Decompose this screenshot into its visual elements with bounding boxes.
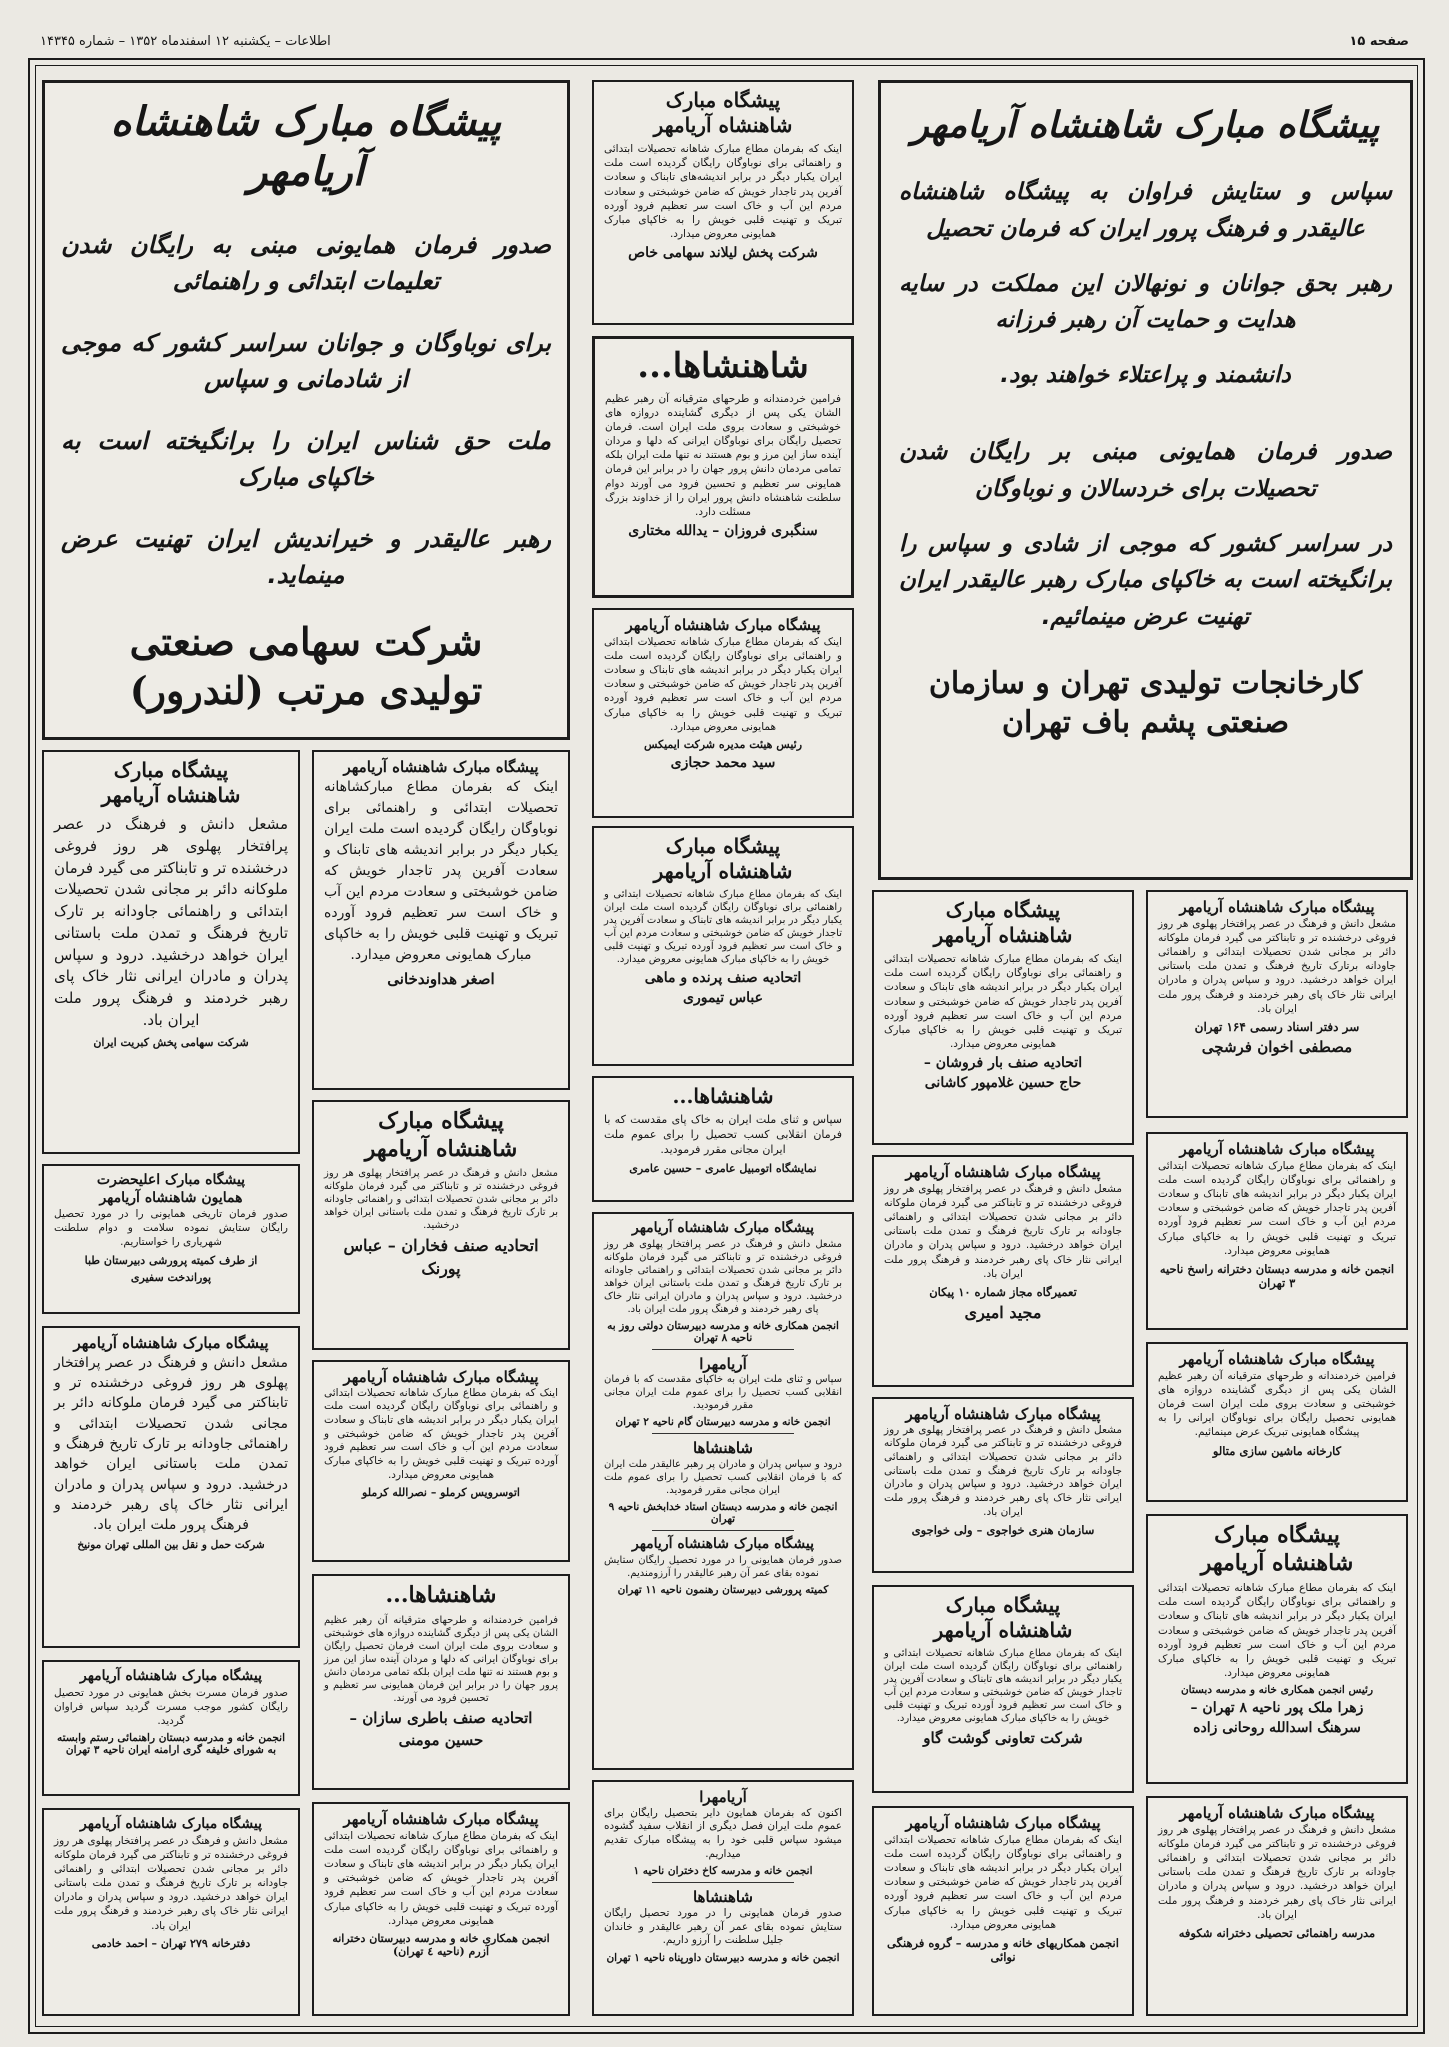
divider (652, 1433, 795, 1434)
ad-body: اینک که بفرمان مطاع مبارک شاهانه تحصیلات ابتدائی و راهنمائی برای نوباوگان رایگان گردیده است ملت ایران یکبار دیگر در برابر اندیشه های تابناک و سعادت آفرین پدر تاجدار خویش که ضامن خوشبختی و سعادت مردم این آب و خاک است سر تعظیم فرود آورده تبریک و تهنیت قلبی خویش را به خاکپای مبارک همایونی معروض میدارد. (324, 1386, 558, 1481)
ad-signature: انجمن همکاریهای خانه و مدرسه – گروه فرهنگی نوائی (887, 1935, 1119, 1964)
ad-signature: شرکت پخش لیلاند سهامی خاص (628, 245, 818, 262)
ad-signature: مجید امیری (964, 1302, 1042, 1322)
ad-title: شاهنشاه آریامهر (933, 923, 1073, 947)
ad-title: پیشگاه مبارک شاهنشاه آریامهر (631, 1536, 815, 1552)
ad-title: پیشگاه مبارک شاهنشاه آریامهر (1179, 1140, 1375, 1158)
ad-body: اینک که بفرمان مطاع مبارک شاهانه تحصیلات ابتدائی و راهنمائی برای نوباوگان رایگان گردیده است ملت ایران یکبار دیگر در برابر اندیشه های تابناک و سعادت آفرین پدر تاجدار خویش که ضامن خوشبختی و سعادت مردم این آب و خاک است سر تعظیم فرود آورده تبریک و تهنیت قلبی خویش را به خاکپای مبارک همایونی معروض میدارد. (604, 889, 842, 965)
ad-shokufeh (1146, 1796, 1408, 2016)
ad-title: شاهنشاها... (672, 1084, 774, 1108)
ad-title: پیشگاه مبارک شاهنشاه آریامهر (1179, 898, 1375, 916)
ad-ariamehr-multi (592, 1212, 854, 1770)
ad-navai (872, 1806, 1134, 2016)
ad-body: سپاس و ثنای ملت ایران به خاک پای مقدست که با فرمان انقلابی کسب تحصیل را برای عموم ملت ایران مجانی مقرر فرمودید. (604, 1113, 842, 1156)
ad-title: پیشگاه مبارک شاهنشاه آریامهر (905, 1163, 1101, 1181)
ad-khademi (42, 1808, 300, 2016)
ad-body: اینک که بفرمان مطاع مبارک شاهانه تحصیلات ابتدائی و راهنمائی برای نوباوگان رایگان گردیده است ملت ایران یکبار دیگر در برابر اندیشه های تابناک و سعادت آفرین پدر تاجدار خویش که ضامن خوشبختی و سعادت مردم این آب و خاک است سر تعظیم فرود آورده تبریک و تهنیت قلبی خویش را به خاکپای مبارک همایونی معروض میدارد. (884, 953, 1122, 1051)
ad-body: مشعل دانش و فرهنگ در عصر پرافتخار پهلوی هر روز فروغی درخشنده تر و تابناکتر می گیرد فرمان ملوکانه دائر بر مجانی شدن تحصیلات ابتدائی و راهنمائی جاودانه بر تارک تاریخ فرهنگ و تمدن ملت باستانی ایران خواهد درخشید. درود و سپاس پدران و مادران ایرانی نثار خاک پای رهبر خردمند و فرهنگ پرور ملت ایران باد. (884, 1423, 1122, 1518)
ad-line: سپاس و ستایش فراوان به پیشگاه شاهنشاه عالیقدر و فرهنگ پرور ایران که فرمان تحصیل (899, 179, 1392, 242)
ad-signature: انجمن خانه و مدرسه دبیرستان داورپناه ناحیه ۱ تهران (606, 1951, 840, 1964)
ad-signature: انجمن خانه و مدرسه دبستان راهنمائی رستم وابسته به شورای خلیفه گری ارامنه ایران ناحیه ۳ تهران (57, 1732, 285, 1757)
ad-mix-kakh (592, 1780, 854, 2016)
ad-title: پیشگاه مبارک (945, 1593, 1061, 1617)
ad-title: پیشگاه مبارک شاهنشاه آریامهر (905, 1814, 1101, 1832)
ad-signature: انجمن خانه و مدرسه دبستان دخترانه راسخ ناحیه ۳ تهران (1159, 1261, 1395, 1290)
ad-rahnamai (42, 1660, 300, 1796)
ad-body: مشعل دانش و فرهنگ در عصر پرافتخار پهلوی هر روز فروغی درخشنده تر و تابناکتر می گیرد فرمان ملوکانه دائر بر مجانی شدن تحصیلات ابتدائی و راهنمائی جاودانه بر تارک تاریخ فرهنگ و تمدن ملت باستانی ایران خواهد درخشید. درود و سپاس پدران و مادران ایرانی نثار خاک پای رهبر خردمند و فرهنگ پرور ملت ایران باد. (604, 1238, 842, 1315)
ad-signature: اتحادیه صنف باطری سازان – (349, 1708, 533, 1727)
ad-signature: انجمن خانه و مدرسه کاخ دختران ناحیه ۱ (633, 1865, 813, 1878)
ad-signature: مصطفی اخوان فرشچی (1201, 1037, 1353, 1056)
ad-signature: رئیس هیئت مدیره شرکت ایمیکس (643, 737, 803, 751)
ad-body: اینک که بفرمان مطاع مبارک شاهانه تحصیلات ابتدائی و راهنمائی برای نوباوگان رایگان گردیده است ملت ایران یکبار دیگر در برابر اندیشه های تابناک و سعادت آفرین پدر تاجدار خویش که ضامن خوشبختی و سعادت مردم این آب و خاک است سر تعظیم فرود آورده تبریک و تهنیت قلبی خویش را به خاکپای مبارک همایونی معروض میدارد. (1158, 1582, 1396, 1680)
ad-body: سپاس و ثنای ملت ایران به خاکپای مقدست که با فرمان انقلابی کسب تحصیل را برای عموم ملت ایران مجانی مقرر فرمودید. (604, 1374, 842, 1412)
ad-body: اینک که بفرمان مطاع مبارک شاهانه تحصیلات ابتدائی و راهنمائی برای نوباوگان رایگان گردیده است ملت ایران یکبار دیگر در برابر اندیشه های تابناک و سعادت آفرین پدر تاجدار خویش که ضامن خوشبختی و سعادت مردم این آب و خاک است سر تعظیم فرود آورده تبریک و تهنیت قلبی خویش را به خاکپای مبارک همایونی معروض میدارد. (884, 1648, 1122, 1724)
ad-title: پیشگاه مبارک شاهنشاه آریامهر (110, 98, 502, 195)
ad-title: پیشگاه مبارک شاهنشاه آریامهر (79, 1668, 263, 1684)
page-number: صفحه ۱۵ (1349, 34, 1409, 49)
ad-line: صدور فرمان همایونی مبنی بر رایگان شدن تحصیلات برای خردسالان و نوباوگان (899, 438, 1392, 502)
divider (652, 1882, 795, 1883)
ad-body: اینک که بفرمان مطاع مبارک شاهانه تحصیلات ابتدائی و راهنمائی برای نوباوگان رایگان گردیده است ملت ایران یکبار دیگر در برابر اندیشه های تابناک و سعادت آفرین پدر تاجدار خویش که ضامن خوشبختی و سعادت مردم این آب و خاک است سر تعظیم فرود آورده تبریک و تهنیت قلبی خویش را به خاکپای مبارک همایونی معروض میدارد. (604, 635, 842, 733)
ad-body: صدور فرمان همایونی را در مورد تحصیل رایگان ستایش نموده بقای عمر آن رهبر عالیقدر و خاندان جلیل سلطنت را آرزو داریم. (604, 1907, 842, 1947)
ad-body: مشعل دانش و فرهنگ در عصر پرافتخار پهلوی هر روز فروغی درخشنده تر و تابناکتر می گیرد فرمان ملوکانه دائر بر مجانی شدن تحصیلات ابتدائی و راهنمائی جاودانه بر تارک تاریخ فرهنگ و تمدن ملت باستانی ایران خواهد درخشید. درود و سپاس پدران و مادران ایرانی نثار خاک پای رهبر خردمند و فرهنگ پرور ملت ایران باد. (54, 1834, 288, 1932)
ad-line: رهبر عالیقدر و خیراندیش ایران تهنیت عرض مینماید. (61, 525, 551, 589)
ad-title: پیشگاه مبارک (945, 898, 1061, 922)
ad-title: پیشگاه مبارک (378, 1108, 504, 1134)
ad-signature: اتحادیه صنف فخاران – عباس (343, 1236, 539, 1255)
ad-alahazrat (42, 1164, 300, 1314)
ad-title: پیشگاه مبارک (665, 834, 781, 858)
ad-leyland (592, 80, 854, 325)
ad-body: اینک که بفرمان مطاع مبارک شاهانه تحصیلات ابتدائی و راهنمائی برای نوباوگان رایگان گردیده است ملت ایران یکبار دیگر در برابر اندیشه های تابناک و سعادت آفرین پدر تاجدار خویش که ضامن خوشبختی و سعادت مردم این آب و خاک است سر تعظیم فرود آورده تبریک و تهنیت قلبی خویش را به خاکپای مبارک همایونی معروض میدارد. (884, 1833, 1122, 1931)
ad-title: شاهنشاه آریامهر (364, 1135, 518, 1162)
ad-line: برای نوباوگان و جوانان سراسر کشور که موجی از شادمانی و سپاس (61, 329, 552, 393)
divider (652, 1530, 795, 1531)
ad-title: پیشگاه مبارک (665, 88, 781, 112)
ad-gav (872, 1585, 1134, 1793)
ad-signature: شرکت حمل و نقل بین المللی تهران مونیخ (77, 1539, 265, 1552)
ad-line: صدور فرمان همایونی مبنی به رایگان شدن تعلیمات ابتدائی و راهنمائی (61, 231, 551, 295)
ad-signature: حاج حسین غلامپور کاشانی (924, 1075, 1082, 1092)
ad-title: آریامهرا (699, 1354, 747, 1373)
ad-body: مشعل دانش و فرهنگ در عصر پرافتخار پهلوی هر روز فروغی درخشنده تر و تابناکتر می گیرد فرمان ملوکانه دائر بر مجانی شدن تحصیلات ابتدائی و راهنمائی جاودانه بر تارک تاریخ فرهنگ و تمدن ملت باستانی ایران خواهد درخشید. درود و سپاس پدران و مادران ایرانی نثار خاک پای رهبر خردمند و فرهنگ پرور ملت ایران باد. (1158, 1823, 1396, 1921)
ad-body: صدور فرمان همایونی را در مورد تحصیل رایگان ستایش نموده بقای عمر آن رهبر عالیقدر را آرزومندیم. (604, 1554, 842, 1579)
ad-line: ملت حق شناس ایران را برانگیخته است به خاکپای مبارک (61, 427, 551, 491)
ad-signature: سازمان هنری خواجوی – ولی خواجوی (911, 1523, 1095, 1538)
ad-pashm-baf (878, 80, 1413, 880)
ad-title: پیشگاه مبارک شاهنشاه آریامهر (343, 1810, 539, 1828)
ad-signature: سید محمد حجازی (670, 754, 776, 771)
ad-signature: انجمن همکاری خانه و مدرسه دبیرستان دولتی روز به ناحیه ۸ تهران (607, 1319, 839, 1344)
ad-title: شاهنشاها... (637, 346, 809, 386)
ad-body: اینک که بفرمان مطاع مبارکشاهانه تحصیلات ابتدائی و راهنمائی برای نوباوگان رایگان گردیده است ملت ایران یکبار دیگر در برابر اندیشه های تابناک و سعادت آفرین پدر تاجدار خویش که ضامن خوشبختی و سعادت مردم این آب و خاک است سر تعظیم فرود آورده تبریک و تهنیت قلبی خویش را به خاکپای مبارک همایونی معروض میدارد. (324, 778, 558, 963)
ad-body: مشعل دانش و فرهنگ در عصر پرافتخار پهلوی هر روز فروغی درخشنده تر و تابناکتر می گیرد فرمان ملوکانه دائر بر مجانی شدن تحصیلات ابتدائی و راهنمائی جاودانه برتارک تاریخ فرهنگ و تمدن ملت باستانی ایران خواهد درخشید. درود و سپاس پدران و مادران ایرانی نثار خاک پای رهبر خردمند و فرهنگ پرور ملت ایران باد. (1158, 917, 1396, 1015)
ad-body: صدور فرمان مسرت بخش همایونی در مورد تحصیل رایگان کشور موجب مسرت گردید سپاس فراوان گردید. (54, 1686, 288, 1727)
ad-body: فرامین خردمندانه و طرحهای مترقیانه آن رهبر عظیم الشان یکی پس از دیگری گشاینده دروازه های خوشبختی و سعادت بروی ملت ایران است فرمان تحصیل رایگان برای نوباوگان ایرانی که دلها و مردان آینده ساز این مرز و بوم هستند نه تنها ملت ایران بلکه تمامی مردمان دانش پرور جهان را در برابر این فرمان همایونی سر تعظیم و تحسین فرود می آورند. (324, 1614, 558, 1704)
ad-landrover (42, 80, 570, 740)
ad-farshchi (1146, 890, 1408, 1118)
ad-signature: دفترخانه ۲۷۹ تهران – احمد خادمی (91, 1936, 251, 1950)
ad-azarm (312, 1802, 570, 2016)
ad-signature: صنعتی پشم باف تهران (1001, 704, 1290, 740)
ad-body: مشعل دانش و فرهنگ در عصر پرافتخار پهلوی هر روز فروغی درخشنده تر و تابناکتر می گیرد فرمان ملوکانه دائر بر مجانی شدن تحصیلات ابتدائی و راهنمائی جاودانه بر تارک تاریخ فرهنگ و تمدن ملت باستانی ایران خواهد درخشید. درود و سپاس پدران و مادران ایرانی نثار خاک پای رهبر خردمند و فرهنگ پرور ملت ایران باد. (54, 1354, 288, 1534)
ad-signature: سر دفتر اسناد رسمی ۱۶۴ تهران (1194, 1019, 1360, 1034)
ad-body: اینک که بفرمان مطاع مبارک شاهانه تحصیلات ابتدائی و راهنمائی برای نوباوگان رایگان گردیده است ملت ایران یکبار دیگر در برابر اندیشه های تابناک و سعادت آفرین پدر تاجدار خویش که ضامن خوشبختی و سعادت مردم این آب و خاک است سر تعظیم فرود آورده تبریک و تهنیت قلبی خویش را به خاکپای مبارک همایونی معروض میدارد. (1158, 1159, 1396, 1257)
ad-signature: رئیس انجمن همکاری خانه و مدرسه دبستان (1180, 1684, 1374, 1697)
ad-title: پیشگاه مبارک شاهنشاه آریامهر (79, 1816, 263, 1832)
ad-title: شاهنشاه آریامهر (933, 1618, 1073, 1642)
ad-foruzan (592, 336, 854, 598)
ad-body: اکنون که بفرمان همایون دایر بتحصیل رایگان برای عموم ملت ایران فصل دیگری از انقلاب سفید گشوده میشود سپاس قلبی خود را به پیشگاه مبارک تقدیم میداریم. (604, 1806, 842, 1860)
ad-title: شاهنشاها... (385, 1582, 497, 1608)
ad-signature: شرکت سهامی صنعتی (129, 619, 483, 664)
ad-signature: تولیدی مرتب (لندرور) (129, 668, 483, 713)
ad-body: فرامین خردمندانه و طرحهای مترقیانه آن رهبر عظیم الشان یکی پس از دیگری گشاینده دروازه های خوشبختی و سعادت بروی ملت ایران است فرمان همایونی تحصیل رایگان برای نوباوگان ایرانی را به پیشگاه همایونی تبریک عرض مینمائیم. (1158, 1369, 1396, 1439)
ad-hadavand (312, 750, 570, 1090)
ad-kebriti (42, 750, 300, 1154)
ad-body: اینک که بفرمان مطاع مبارک شاهانه تحصیلات ابتدائی و راهنمائی برای نوباوگان رایگان گردیده است ملت ایران یکبار دیگر در برابر اندیشه‌های تابناک و سعادت آفرین پدر تاجدار خویش که ضامن خوشبختی و سعادت مردم این آب و خاک است سر تعظیم فرود آورده تبریک و تهنیت قلبی خویش را به خاکپای مبارک همایونی معروض میدارد. (604, 143, 842, 241)
ad-signature: کمیته پرورشی دبیرستان رهنمون ناحیه ۱۱ تهران (617, 1583, 829, 1596)
ad-title: پیشگاه مبارک (1214, 1522, 1340, 1548)
ad-body: اینک که بفرمان مطاع مبارک شاهانه تحصیلات ابتدائی و راهنمائی برای نوباوگان رایگان گردیده است ملت ایران یکبار دیگر در برابر اندیشه های تابناک و سعادت آفرین پدر تاجدار خویش که ضامن خوشبختی و سعادت مردم این آب و خاک است سر تعظیم فرود آورده تبریک و تهنیت قلبی خویش را به خاکپای مبارک همایونی معروض میدارد. (324, 1829, 558, 1927)
ad-body: صدور فرمان تاریخی همایونی را در مورد تحصیل رایگان ستایش نموده سلامت و دوام سلطنت شهریاری را خواستاریم. (54, 1208, 288, 1249)
ad-mattalo (1146, 1342, 1408, 1502)
ad-khajavi (872, 1397, 1134, 1573)
masthead-line: اطلاعات – یکشنبه ۱۲ اسفندماه ۱۳۵۲ – شماره ۱۴۳۴۵ (40, 34, 331, 49)
ad-signature: از طرف کمیته پرورشی دبیرستان طبا (84, 1253, 258, 1267)
ad-body: مشعل دانش و فرهنگ در عصر پرافتخار پهلوی هر روز فروغی درخشنده تر و تابناکتر می گیرد فرمان ملوکانه دائر بر مجانی شدن تحصیلات ابتدائی و راهنمائی جاودانه بر تارک تاریخ فرهنگ و تمدن ملت باستانی ایران خواهد درخشید. درود و سپاس پدران و مادران ایرانی نثار خاک پای رهبر خردمند و فرهنگ پرور ملت ایران باد. (884, 1182, 1122, 1280)
ad-line: در سراسر کشور که موجی از شادی و سپاس را برانگیخته است به خاکپای مبارک رهبر عالیقدر ایران تهنیت عرض مینمائیم. (899, 530, 1392, 631)
ad-ameri (592, 1076, 854, 1202)
ad-signature: شرکت تعاونی گوشت گاو (923, 1729, 1083, 1747)
ad-signature: سرهنگ اسدالله روحانی زاده (1193, 1720, 1361, 1737)
ad-signature: عباس تیموری (683, 990, 763, 1006)
ad-title: شاهنشاه آریامهر (653, 859, 793, 883)
ad-khoshkbar (872, 890, 1134, 1145)
ad-amiri (872, 1155, 1134, 1387)
ad-signature: شرکت سهامی پخش کبریت ایران (93, 1035, 249, 1049)
ad-title: شاهنشاها (692, 1439, 753, 1458)
ad-title: پیشگاه مبارک شاهنشاه آریامهر (1179, 1350, 1375, 1368)
ad-body: مشعل دانش و فرهنگ در عصر پرافتخار پهلوی هر روز فروغی درخشنده تر و تابناکتر می گیرد فرمان ملوکانه دائر بر مجانی شدن تحصیلات ابتدائی و راهنمائی جاودانه بر تارک تاریخ فرهنگ و تمدن ملت باستانی ایران خواهد درخشید. (324, 1168, 558, 1231)
ad-signature: انجمن همکاری خانه و مدرسه دبیرستان دخترانه آزرم (ناحیه ٤ تهران) (332, 1931, 550, 1958)
ad-signature: اتحادیه صنف پرنده و ماهی (644, 970, 802, 986)
ad-signature: کارخانجات تولیدی تهران و سازمان (928, 665, 1363, 701)
ad-signature: تعمیرگاه مجاز شماره ۱۰ پیکان (929, 1284, 1077, 1299)
ad-title: پیشگاه مبارک شاهنشاه آریامهر (911, 104, 1380, 146)
ad-signature: انجمن خانه و مدرسه دبستان استاد خدابخش ناحیه ۹ تهران (608, 1501, 838, 1525)
ad-body: مشعل دانش و فرهنگ در عصر پرافتخار پهلوی هر روز فروغی درخشنده تر و تابناکتر می گیرد فرمان ملوکانه دائر بر مجانی شدن تحصیلات ابتدائی و راهنمائی جاودانه بر تارک تاریخ فرهنگ و تمدن ملت باستانی ایران خواهد درخشید. درود و سپاس پدران و مادران ایرانی نثار خاک پای رهبر خردمند و فرهنگ پرور ملت ایران باد. (54, 815, 288, 1029)
ad-signature: پورنک (421, 1259, 461, 1278)
ad-title: شاهنشاها (692, 1888, 753, 1907)
ad-body: درود و سپاس پدران و مادران پر رهبر عالیقدر ملت ایران که با فرمان انقلابی کسب تحصیل را برای عموم ملت ایران مجانی مقرر فرمودید. (604, 1459, 842, 1496)
ad-signature: زهرا ملک پور ناحیه ۸ تهران – (1190, 1700, 1364, 1717)
ad-signature: نمایشگاه اتومبیل عامری – حسین عامری (629, 1161, 817, 1175)
ad-signature: مدرسه راهنمائی تحصیلی دخترانه شکوفه (1178, 1925, 1376, 1940)
ad-title: پیشگاه مبارک شاهنشاه آریامهر (73, 1334, 269, 1352)
ad-batri (312, 1574, 570, 1790)
ad-title: پیشگاه مبارک شاهنشاه آریامهر (343, 758, 539, 776)
ad-title: شاهنشاه آریامهر (1200, 1549, 1354, 1576)
ad-signature: سنگبری فروزان – یدالله مختاری (628, 523, 818, 540)
divider (652, 1349, 795, 1350)
ad-title: آریامهرا (699, 1788, 747, 1806)
ad-title: پیشگاه مبارک شاهنشاه آریامهر (343, 1368, 539, 1386)
ad-signature: کارخانه ماشین سازی متالو (1212, 1443, 1342, 1458)
ad-parandeh (592, 826, 854, 1066)
ad-signature: اتوسرویس کرملو – نصرالله کرملو (362, 1486, 520, 1500)
ad-title: پیشگاه مبارک (113, 758, 229, 782)
ad-title: شاهنشاه آریامهر (101, 783, 241, 807)
ad-sabz (592, 608, 854, 818)
ad-line: دانشمند و پراعتلاء خواهند بود. (1000, 362, 1291, 389)
ad-title: همایون شاهنشاه آریامهر (99, 1189, 243, 1206)
ad-ruhani (1146, 1514, 1408, 1784)
ad-signature: اتحادیه صنف بار فروشان – (923, 1055, 1083, 1072)
page-header (40, 34, 1409, 54)
ad-mununig (42, 1326, 300, 1648)
ad-title: شاهنشاه آریامهر (653, 113, 793, 137)
ad-title: پیشگاه مبارک شاهنشاه آریامهر (631, 1220, 815, 1236)
ad-line: رهبر بحق جوانان و نونهالان این مملکت در سایه هدایت و حمایت آن رهبر فرزانه (899, 270, 1392, 334)
ad-title: پیشگاه مبارک شاهنشاه آریامهر (1179, 1804, 1375, 1822)
ad-title: پیشگاه مبارک شاهنشاه آریامهر (905, 1405, 1101, 1423)
ad-body: فرامین خردمندانه و طرحهای مترقیانه آن رهبر عظیم الشان یکی پس از دیگری گشاینده دروازه های خوشبختی و سعادت بروی ملت ایران است. فرمان تحصیل رایگان برای نوباوگان ایرانی که دلها و مردان آینده ساز این مرز و بوم هستند نه تنها ملت ایران بلکه تمامی مردمان دانش پرور جهان را در برابر این فرمان همایونی سر تعظیم و تحسین فرود می آورند دوام سلطنت شاهنشاه دانش پرور ایران را از خداوند بزرگ مسئلت دارد. (605, 392, 841, 518)
ad-fakhran (312, 1100, 570, 1350)
ad-signature: حسین مومنی (398, 1730, 484, 1749)
ad-signature: انجمن خانه و مدرسه دبیرستان گام ناحیه ۲ تهران (615, 1416, 831, 1429)
ad-karmelu (312, 1360, 570, 1562)
ad-ladan (1146, 1132, 1408, 1330)
ad-title: پیشگاه مبارک شاهنشاه آریامهر (625, 616, 821, 634)
ad-title: پیشگاه مبارک اعلیحضرت (96, 1172, 246, 1188)
ad-signature: اصغر هداوندخانی (387, 969, 495, 988)
ad-signature: پوراندخت سفیری (130, 1270, 212, 1284)
